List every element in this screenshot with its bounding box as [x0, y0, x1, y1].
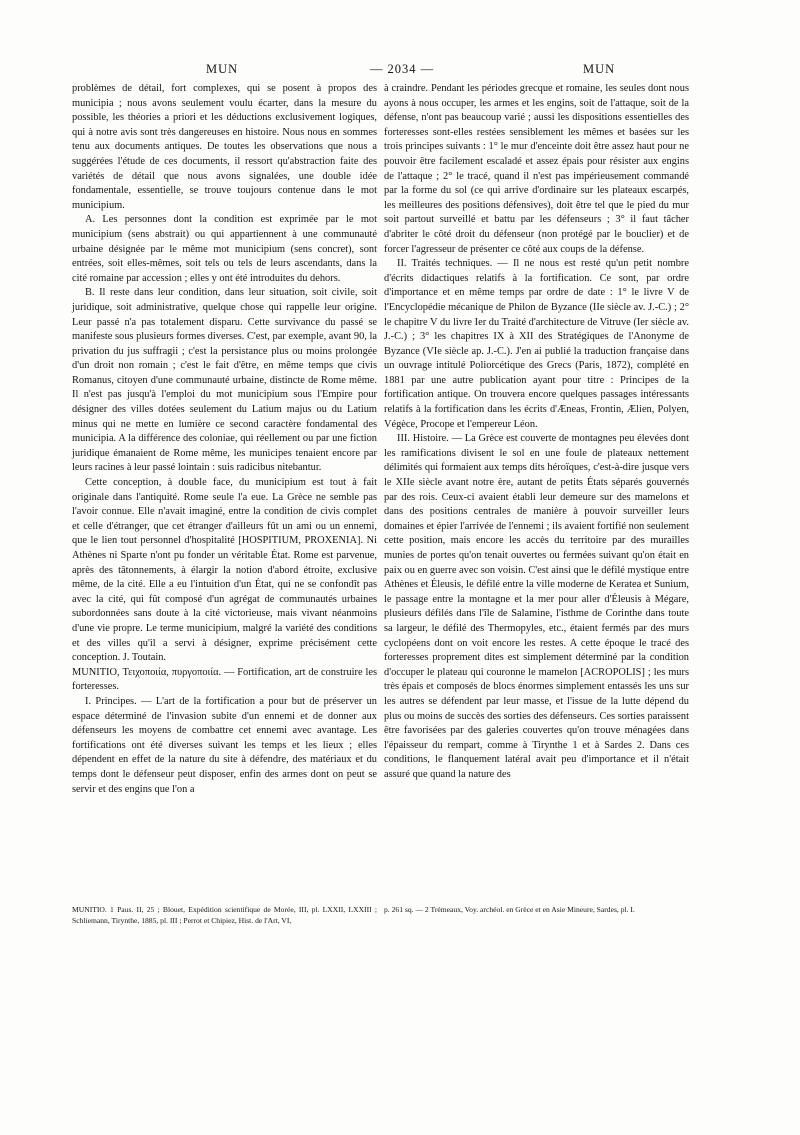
footnotes-left: [72, 904, 377, 926]
page-number: — 2034 —: [369, 62, 435, 76]
paragraph-b: B. Il reste dans leur condition, dans leur situation, soit civile, soit juridique, soit administrative, quelque chose qui rappelle leur origine. Leur passé n'a pas totalement disparu. Cette survivance du passé se manifeste sous plusieurs formes diverses. C'est, par exemple, avant 90, la privation du jus suffragii ; c'est la persistance plus ou moins prolongée d'un droit non romain ; c'est le fait d'être, en même temps que civis Romanus, citoyen d'une communauté urbaine, distincte de Rome même. Il n'est pas jusqu'à l'emploi du mot municipium sous l'Empire pour désigner des villes dotées seulement du Latium majus ou du Latium minus qui ne mette en lumière ce second caractère fondamental des municipia. A la différence des coloniae, qui réellement ou par une fiction juridique émanaient de Rome même, les municipes tenaient encore par leurs racines à leur passé lointain : suis radicibus nitebantur.: [72, 287, 377, 474]
running-header: [72, 62, 732, 80]
paragraph-principes-continued: à craindre. Pendant les périodes grecque et romaine, les seules dont nous ayons à nous occuper, les armes et les engins, soit de l'attaque, soit de la défense, n'ont pas beaucoup varié ; aussi les dispositions essentielles des forteresses sont-elles restées sensiblement les mêmes et basées sur les trois principes suivants : 1° le mur d'enceinte doit être assez haut pour ne pouvoir être facilement escaladé et assez épais pour résister aux engins de l'attaque ; 2° le tracé, quand il n'est pas impérieusement commandé par la forme du sol (ce qui arrive d'ordinaire sur les plateaux escarpés, les meilleures des positions défensives), doit être tel que le pied du mur soit partout surveillé et battu par les défenseurs ; 3° il faut tâcher d'abriter le côté droit du défenseur (non protégé par le bouclier) et de forcer l'agresseur de présenter ce côté aux coups de la défense.: [384, 83, 689, 255]
paragraph-histoire: III. Histoire. — La Grèce est couverte de montagnes peu élevées dont les ramifications divisent le sol en une foule de plateaux nettement délimités qui formaient aux temps dits héroïques, c'est-à-dire jusque vers le XIIe siècle avant notre ère, autant de petits États séparés gouvernés par des rois. Ceux-ci avaient établi leur demeure sur des mamelons et dans des positions centrales de manière à pouvoir surveiller leurs domaines et épier l'arrivée de l'ennemi ; ils avaient fortifié non seulement cette position, mais encore les accès du territoire par des murailles munies de portes qu'on tenait ouvertes ou fermées suivant qu'on était en paix ou en guerre avec son voisin. C'est ainsi que le défilé mystique entre Athènes et Éleusis, le défilé entre la ville moderne de Keratea et Sunium, le passage entre la montagne et la mer pour aller d'Éleusis à Mégare, plusieurs défilés dans l'île de Salamine, l'isthme de Corinthe dans toute sa largeur, le défilé des Thermopyles, etc., étaient fermés par des murs cyclopéens dont on voit encore les restes. A cette époque le tracé des forteresses proprement dites est simplement déterminé par la condition d'occuper le plateau qui couronne le mamelon [ACROPOLIS] ; les murs très épais et composés de blocs énormes simplement entassés les uns sur les autres se défendent par leur masse, et l'issue de la lutte dépend du plus ou moins de succès des sorties des défenseurs. Ces sorties paraissent être favorisées par des galeries couvertes qu'on trouve ménagées dans l'épaisseur du rempart, comme à Tirynthe 1 et à Sardes 2. Dans ces conditions, le flanquement latéral avait peu d'importance et il n'était assuré que quand la nature des: [384, 433, 689, 780]
paragraph-principes: I. Principes. — L'art de la fortification a pour but de préserver un espace déterminé de l'invasion subite d'un ennemi et de donner aux défenseurs les moyens de combattre cet ennemi avec avantage. Les fortifications ont été diverses suivant les temps et les lieux ; elles dépendent en effet de la nature du site à défendre, des matériaux et du temps dont le défenseur peut disposer, enfin des armes dont on peut se servir et des engins que l'on a: [72, 695, 377, 795]
footnote-left-text: MUNITIO. 1 Paus. II, 25 ; Blouet, Expédition scientifique de Morée, III, pl. LXXII, LXXIII ; Schliemann, Tirynthe, 1885, pl. III ; Perrot et Chipiez, Hist. de l'Art, VI,: [72, 905, 377, 925]
paragraph-traites-techniques: II. Traités techniques. — Il ne nous est resté qu'un petit nombre d'écrits didactiques relatifs à la fortification. Ce sont, par ordre d'importance et en même temps par ordre de date : 1° le livre V de l'Encyclopédie mécanique de Philon de Byzance (IIe siècle av. J.-C.) ; 2° le chapitre V du livre Ier du Traité d'architecture de Vitruve (Ier siècle av. J.-C.) ; 3° les chapitres IX à XII des Stratégiques de l'Anonyme de Byzance (VIe siècle ap. J.-C.). J'en ai publié la traduction française dans un ouvrage intitulé Poliorcétique des Grecs (Paris, 1872), complété en 1881 par une autre publication ayant pour titre : Principes de la fortification antique. On trouvera encore quelques passages intéressants relatifs à la fortification dans les écrits d'Æneas, Frontin, Ælien, Polyen, Végèce, Procope et l'empereur Léon.: [384, 258, 689, 430]
paragraph-c: Cette conception, à double face, du municipium est tout à fait originale dans l'antiquité. Rome seule l'a eue. La Grèce ne semble pas l'avoir connue. Elle n'avait imaginé, entre la condition de civis complet et celle d'étranger, que cet étranger d'ailleurs fût un ami ou un ennemi, que le lien tout personnel d'hospitalité [HOSPITIUM, PROXENIA]. Ni Athènes ni Sparte n'ont pu fonder un véritable État. Rome est parvenue, après des tâtonnements, à élargir la notion d'abord étroite, exclusive même, de la cité. Elle a eu l'intuition d'un État, qui ne se confondît pas avec la cité, qui fût composé d'un agrégat de communautés urbaines subordonnées sans doute à la cité victorieuse, mais vivant néanmoins d'une vie propre. Le terme municipium, malgré la variété des conditions et des villes qu'il a servi à désigner, exprime précisément cette conception. J. Toutain.: [72, 477, 377, 664]
paragraph-a: A. Les personnes dont la condition est exprimée par le mot municipium (sens abstrait) ou qui appartiennent à une communauté urbaine désignée par le même mot municipium (sens concret), sont entrées, soit elles-mêmes, soit tels ou tels de leurs ascendants, dans la cité romaine par accession ; elles y ont été introduites du dehors.: [72, 214, 377, 284]
paragraph-intro: problèmes de détail, fort complexes, qui se posent à propos des municipia ; nous avons seulement voulu écarter, dans la mesure du possible, les théories a priori et les déductions exclusivement logiques, qui à notre avis sont très dangereuses en histoire. Nous nous en sommes tenu aux documents antiques. De toutes les observations que nous a suggérées l'étude de ces documents, il ressort qu'abstraction faite des variétés de détail que nous avons signalées, une double idée fondamentale, essentielle, se trouve toujours contenue dans le mot municipium.: [72, 83, 377, 211]
footnote-right-text: p. 261 sq. — 2 Trémeaux, Voy. archéol. en Grèce et en Asie Mineure, Sardes, pl. I.: [384, 905, 635, 914]
footnotes-right: [384, 904, 689, 915]
left-text-column: [72, 82, 377, 797]
right-text-column: [384, 82, 689, 783]
entry-munitio: MUNITIO, Τειχοποιία, πυργοποιία. — Fortification, art de construire les forteresses.: [72, 666, 377, 693]
header-right-keyword: MUN: [583, 62, 616, 76]
header-left-keyword: MUN: [206, 62, 239, 76]
